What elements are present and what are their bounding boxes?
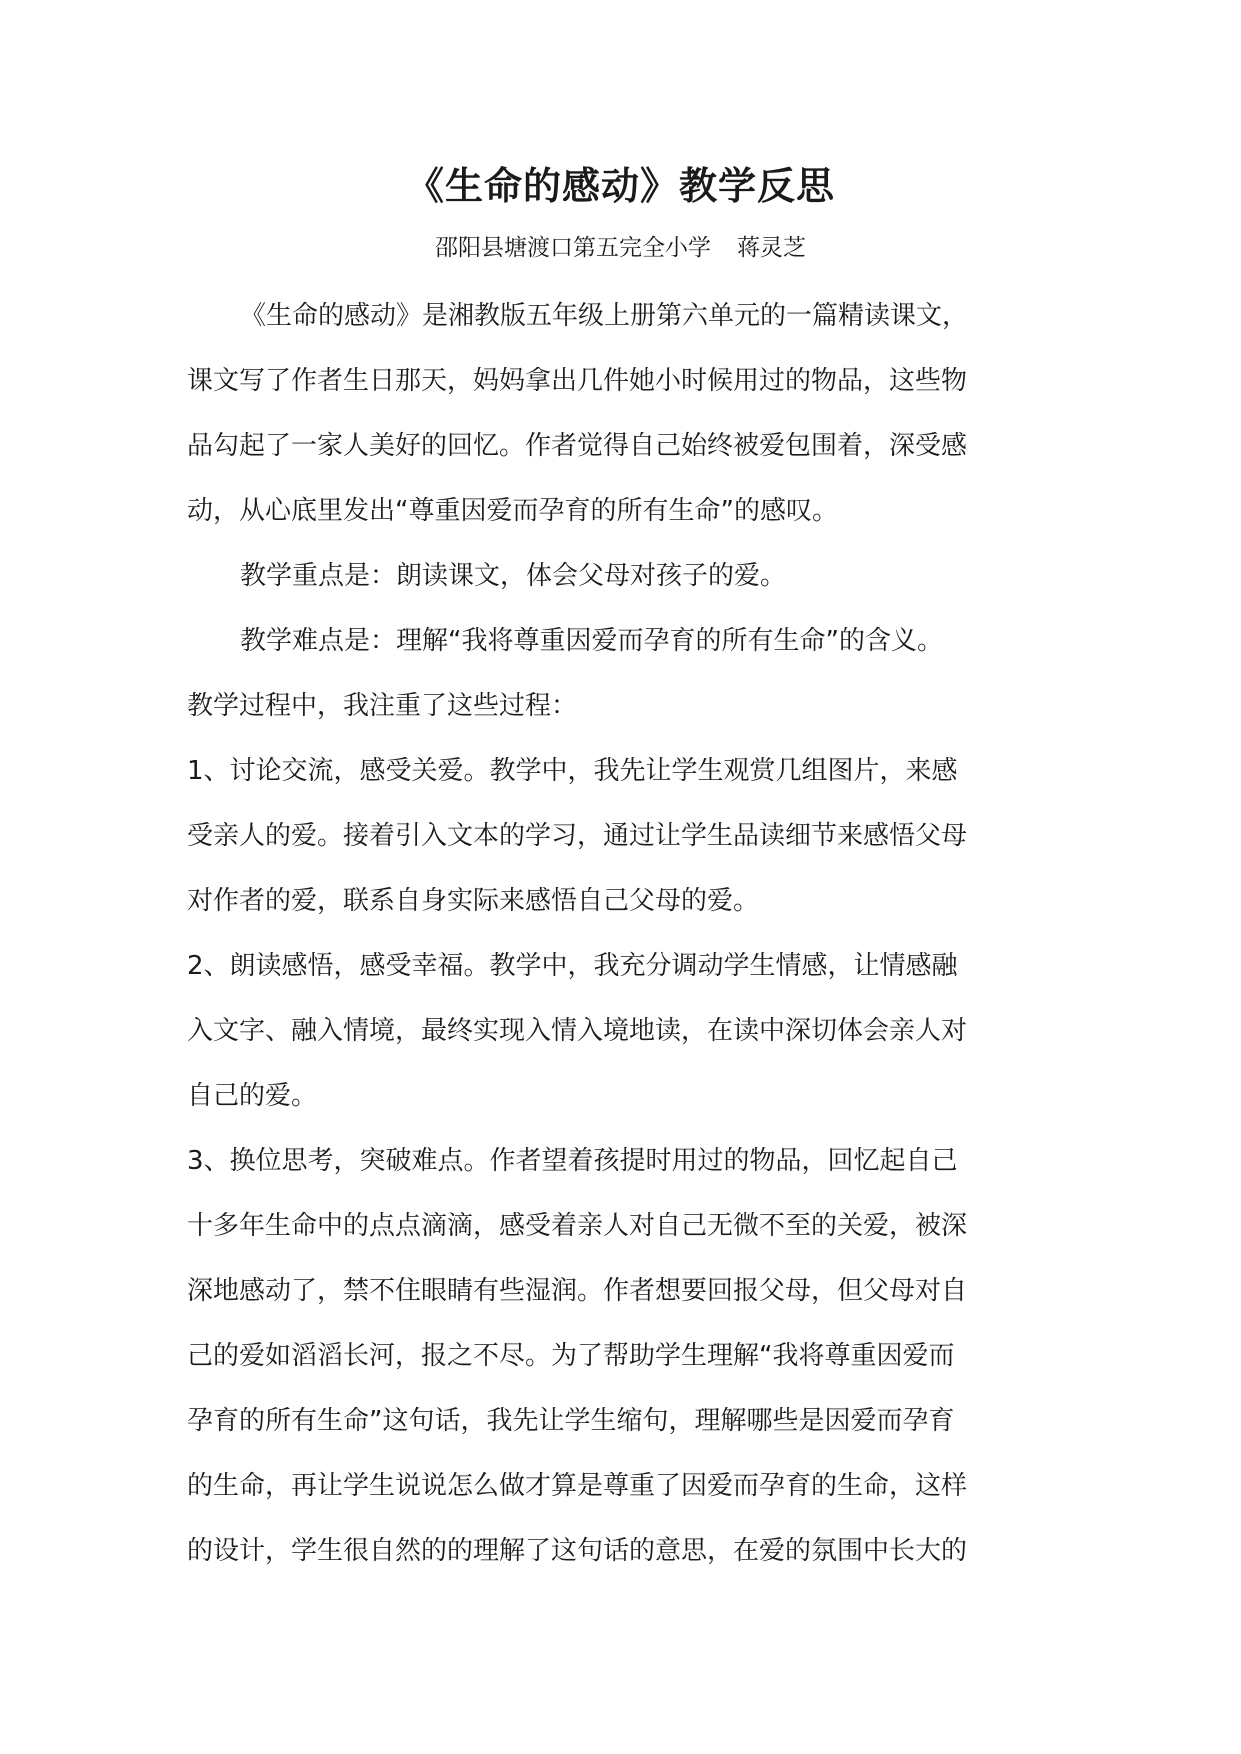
- body-line: 受亲人的爱。接着引入文本的学习，通过让学生品读细节来感悟父母: [187, 821, 968, 851]
- body-line: 教学难点是：理解“我将尊重因爱而孕育的所有生命”的含义。: [240, 626, 943, 656]
- body-line: 教学过程中，我注重了这些过程：: [187, 691, 578, 721]
- body-line: 动，从心底里发出“尊重因爱而孕育的所有生命”的感叹。: [187, 496, 838, 526]
- document-title: 《生命的感动》教学反思: [405, 164, 835, 208]
- body-line: 己的爱如滔滔长河，报之不尽。为了帮助学生理解“我将尊重因爱而: [187, 1341, 955, 1371]
- body-line: 深地感动了，禁不住眼睛有些湿润。作者想要回报父母，但父母对自: [187, 1276, 968, 1306]
- body-line: 1、讨论交流，感受关爱。教学中，我先让学生观赏几组图片，来感: [187, 756, 958, 786]
- school-name: 邵阳县塘渡口第五完全小学: [435, 235, 711, 261]
- author-name: 蒋灵芝: [737, 235, 806, 261]
- body-line: 的设计，学生很自然的的理解了这句话的意思，在爱的氛围中长大的: [187, 1536, 968, 1566]
- document-body: [187, 284, 1055, 1584]
- body-line: 《生命的感动》是湘教版五年级上册第六单元的一篇精读课文，: [240, 301, 969, 331]
- document-byline: [0, 230, 1241, 266]
- body-line: 自己的爱。: [187, 1081, 318, 1111]
- body-line: 2、朗读感悟，感受幸福。教学中，我充分调动学生情感，让情感融: [187, 951, 958, 981]
- body-line: 教学重点是：朗读课文，体会父母对孩子的爱。: [240, 561, 787, 591]
- body-line: 的生命，再让学生说说怎么做才算是尊重了因爱而孕育的生命，这样: [187, 1471, 968, 1501]
- body-line: 对作者的爱，联系自身实际来感悟自己父母的爱。: [187, 886, 760, 916]
- body-line: 3、换位思考，突破难点。作者望着孩提时用过的物品，回忆起自己: [187, 1146, 958, 1176]
- body-line: 孕育的所有生命”这句话，我先让学生缩句，理解哪些是因爱而孕育: [187, 1406, 955, 1436]
- body-line: 入文字、融入情境，最终实现入情入境地读，在读中深切体会亲人对: [187, 1016, 968, 1046]
- body-line: 课文写了作者生日那天，妈妈拿出几件她小时候用过的物品，这些物: [187, 366, 968, 396]
- body-line: 品勾起了一家人美好的回忆。作者觉得自己始终被爱包围着，深受感: [187, 431, 968, 461]
- body-line: 十多年生命中的点点滴滴，感受着亲人对自己无微不至的关爱，被深: [187, 1211, 968, 1241]
